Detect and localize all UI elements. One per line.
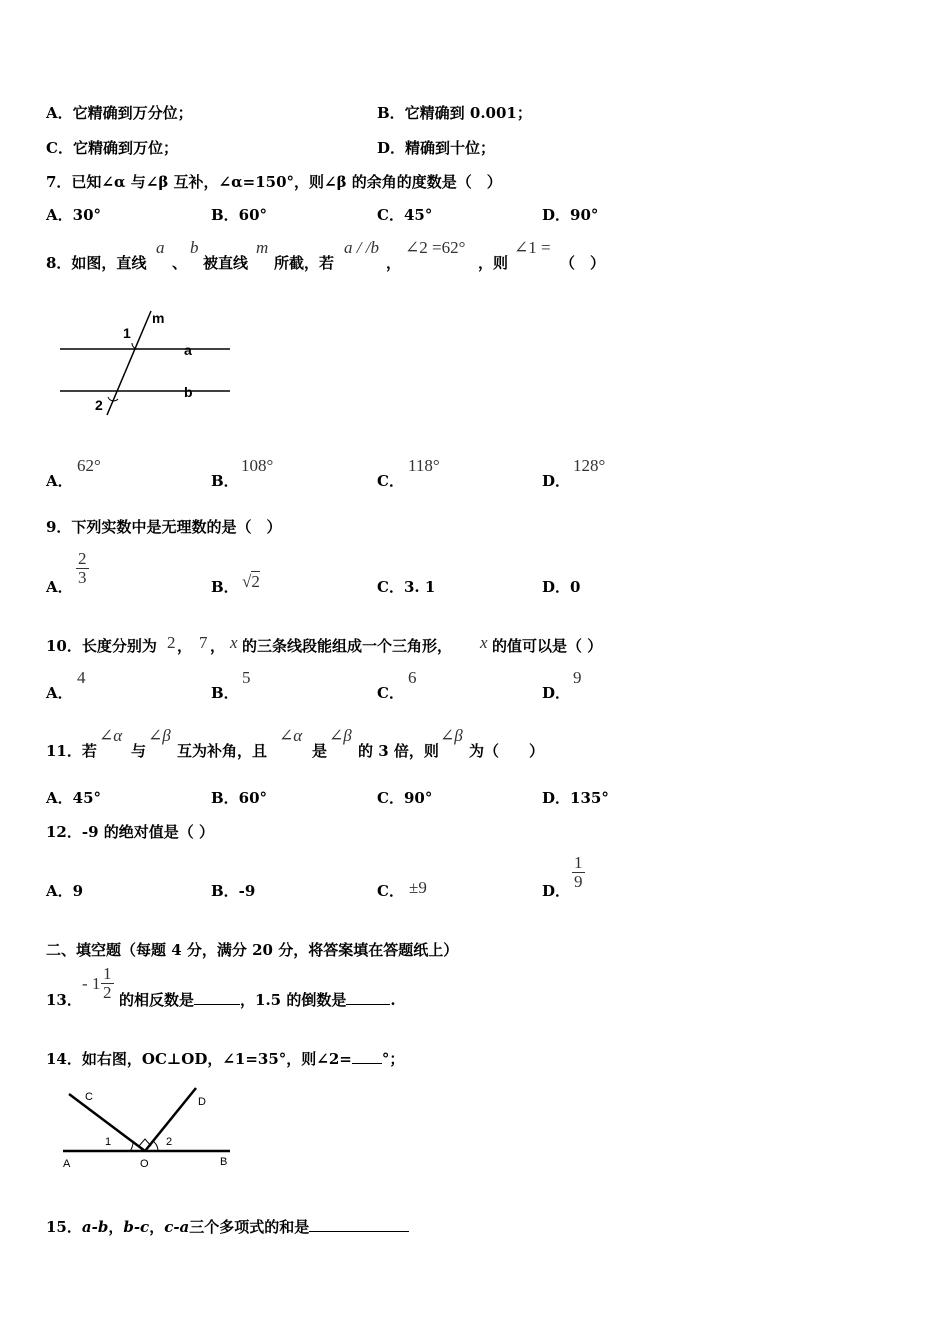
q15-sep-2: ， — [149, 1218, 165, 1236]
q8-option-c-value: 118° — [408, 456, 440, 475]
q13-whole-part: - 1 — [82, 974, 101, 993]
q14-stem-text: 14．如右图，OC⊥OD，∠1=35°，则∠2= — [46, 1050, 352, 1068]
q8-var-m: m — [256, 238, 269, 257]
fig-label-2: 2 — [166, 1136, 173, 1148]
q9-option-a-fraction — [76, 550, 89, 587]
q12-option-d-fraction — [572, 854, 585, 891]
q7-stem: 7．已知∠α 与∠β 互补，∠α=150°，则∠β 的余角的度数是（ ） — [46, 173, 502, 191]
q8-stem-part3: 所截，若 — [274, 254, 335, 272]
q13-fraction — [101, 965, 114, 1002]
q8-ask-angle1: ∠1 = — [514, 238, 551, 257]
q10-comma-1: ， — [177, 637, 193, 655]
q11-stem-part2: 与 — [131, 742, 147, 760]
q10-option-d-value: 9 — [573, 668, 582, 687]
q8-comma: ， — [386, 254, 402, 272]
q14-answer-blank[interactable] — [352, 1049, 382, 1064]
fig-label-1: 1 — [105, 1136, 112, 1148]
angle-1-arc — [130, 1142, 133, 1151]
q9-option-c: C．3. 1 — [377, 578, 436, 596]
q13-number: 13． — [46, 991, 82, 1009]
fig-label-d: D — [198, 1096, 206, 1108]
fraction-numerator: 1 — [574, 853, 583, 872]
q8-stem-part2: 被直线 — [203, 254, 249, 272]
q8-condition-parallel: a / /b — [344, 238, 379, 257]
q13-text-2: ，1.5 的倒数是 — [240, 991, 347, 1009]
q10-stem-part2: 的三条线段能组成一个三角形， — [242, 637, 453, 655]
q10-stem-part3: 的值可以是（ ） — [492, 637, 603, 655]
q14-figure — [55, 1082, 240, 1170]
section-heading-fill-in: 二、填空题（每题 4 分，满分 20 分，将答案填在答题纸上） — [46, 941, 459, 959]
q13-end: . — [390, 991, 396, 1009]
q11-stem-part4: 是 — [312, 742, 328, 760]
q7-option-a: A．30° — [46, 206, 102, 224]
q15-expr-2: b-c — [123, 1218, 150, 1236]
q8-option-d-label: D． — [542, 472, 571, 490]
angle-2-arc — [153, 1141, 158, 1151]
q8-option-d-value: 128° — [573, 456, 606, 475]
q10-length-2: 7 — [199, 633, 208, 652]
q8-option-a-value: 62° — [77, 456, 101, 475]
q12-option-c-label: C． — [377, 882, 404, 900]
q15-sep-1: ， — [108, 1218, 124, 1236]
q10-option-a-label: A． — [46, 684, 73, 702]
q15-expr-3: c-a — [164, 1218, 190, 1236]
fig-label-1: 1 — [123, 325, 131, 341]
fig-label-a: A — [63, 1158, 71, 1170]
q6-option-a: A．它精确到万分位； — [46, 104, 193, 122]
q8-var-b: b — [190, 238, 199, 257]
q11-alpha-2: ∠α — [279, 726, 303, 745]
q7-option-b: B．60° — [211, 206, 268, 224]
q10-option-c-label: C． — [377, 684, 404, 702]
q11-stem-part3: 互为补角，且 — [177, 742, 268, 760]
q12-option-d-label: D． — [542, 882, 571, 900]
fig-label-b: B — [220, 1156, 228, 1168]
q6-option-d: D．精确到十位； — [377, 139, 496, 157]
q8-option-b-label: B． — [211, 472, 239, 490]
q11-option-a: A．45° — [46, 789, 102, 807]
q11-stem-part5: 的 3 倍，则 — [358, 742, 439, 760]
q11-stem-part6: 为（ ） — [469, 742, 545, 760]
q11-alpha-1: ∠α — [99, 726, 123, 745]
q10-option-c-value: 6 — [408, 668, 417, 687]
q8-sep: 、 — [172, 254, 188, 272]
q15-stem — [46, 1216, 409, 1237]
q10-comma-2: ， — [210, 637, 226, 655]
q11-option-b: B．60° — [211, 789, 268, 807]
q11-option-c: C．90° — [377, 789, 433, 807]
q13-text-1: 的相反数是 — [119, 991, 195, 1009]
q11-beta-1: ∠β — [148, 726, 171, 745]
q6-option-b: B．它精确到 0.001； — [377, 104, 532, 122]
q11-beta-2: ∠β — [329, 726, 352, 745]
q10-option-b-value: 5 — [242, 668, 251, 687]
q10-option-a-value: 4 — [77, 668, 86, 687]
q7-option-c: C．45° — [377, 206, 433, 224]
fig-label-o: O — [140, 1158, 149, 1170]
q15-expr-1: a-b — [81, 1218, 109, 1236]
q11-beta-3: ∠β — [440, 726, 463, 745]
q15-answer-blank[interactable] — [309, 1217, 409, 1232]
sqrt-icon: √ — [242, 572, 252, 591]
q8-option-c-label: C． — [377, 472, 404, 490]
fig-label-m: m — [152, 310, 165, 326]
q13-answer-blank-1[interactable] — [194, 990, 240, 1005]
q13-text — [119, 989, 396, 1010]
fraction-numerator: 2 — [78, 549, 87, 568]
q10-stem-part1: 10．长度分别为 — [46, 637, 157, 655]
q15-text: 三个多项式的和是 — [189, 1218, 310, 1236]
fraction-denominator: 2 — [103, 983, 112, 1002]
q9-stem: 9．下列实数中是无理数的是（ ） — [46, 518, 282, 536]
q9-option-d: D．0 — [542, 578, 581, 596]
q15-number: 15． — [46, 1218, 82, 1236]
fig-label-2: 2 — [95, 397, 103, 413]
q8-figure — [50, 305, 265, 420]
q8-stem-part1: 8．如图，直线 — [46, 254, 147, 272]
q8-stem-part4: ，则 — [478, 254, 509, 272]
q8-paren: （ ） — [560, 254, 606, 272]
q10-option-b-label: B． — [211, 684, 239, 702]
fig-label-a: a — [184, 342, 192, 358]
q11-stem-part1: 11．若 — [46, 742, 97, 760]
q10-length-1: 2 — [167, 633, 176, 652]
q12-stem: 12．-9 的绝对值是（ ） — [46, 823, 214, 841]
q12-option-c-value: ±9 — [409, 878, 427, 897]
q9-option-b-sqrt — [242, 572, 260, 592]
q11-option-d: D．135° — [542, 789, 609, 807]
q12-option-a: A．9 — [46, 882, 84, 900]
q12-option-b: B．-9 — [211, 882, 256, 900]
q14-end: °； — [381, 1050, 405, 1068]
q6-option-c: C．它精确到万位； — [46, 139, 178, 157]
fraction-denominator: 9 — [574, 872, 583, 891]
fraction-numerator: 1 — [103, 964, 112, 983]
q10-option-d-label: D． — [542, 684, 571, 702]
q8-option-a-label: A． — [46, 472, 73, 490]
sqrt-radicand: 2 — [251, 572, 260, 591]
q10-var-x-2: x — [480, 633, 488, 652]
q7-option-d: D．90° — [542, 206, 599, 224]
q13-answer-blank-2[interactable] — [346, 990, 390, 1005]
fig-label-b: b — [184, 384, 193, 400]
q10-var-x-1: x — [230, 633, 238, 652]
q8-condition-angle2: ∠2 =62° — [405, 238, 466, 257]
q9-option-a-label: A． — [46, 578, 73, 596]
q8-option-b-value: 108° — [241, 456, 274, 475]
q9-option-b-label: B． — [211, 578, 239, 596]
q14-stem — [46, 1048, 404, 1069]
fraction-denominator: 3 — [78, 568, 87, 587]
q8-var-a: a — [156, 238, 165, 257]
fig-label-c: C — [85, 1091, 93, 1103]
